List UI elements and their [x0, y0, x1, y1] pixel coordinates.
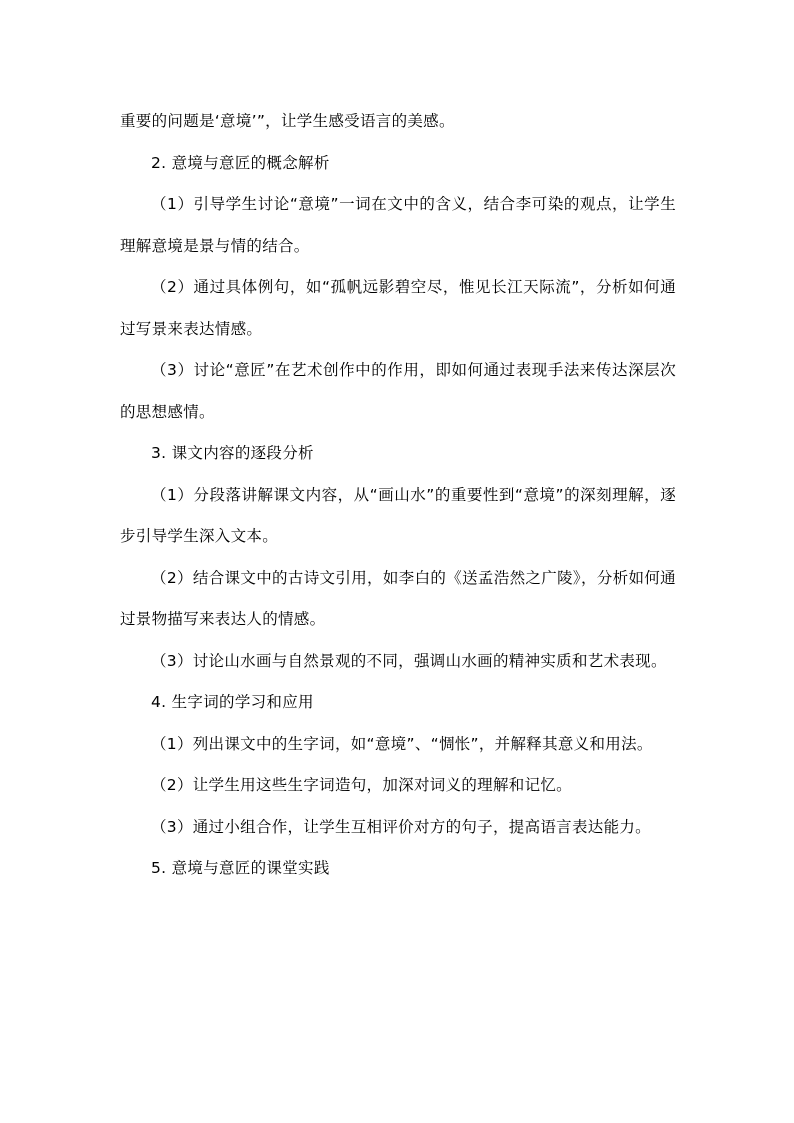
paragraph-2-3: （3）讨论“意匠”在艺术创作中的作用，即如何通过表现手法来传达深层次的思想感情。: [120, 361, 676, 421]
document-body: [120, 101, 676, 890]
section-heading-2: 2. 意境与意匠的概念解析: [151, 153, 330, 172]
paragraph-4-3: （3）通过小组合作，让学生互相评价对方的句子，提高语言表达能力。: [151, 817, 651, 836]
paragraph-2-2: （2）通过具体例句，如“孤帆远影碧空尽，惟见长江天际流”，分析如何通过写景来表达情感。: [120, 278, 676, 338]
paragraph-4-2: （2）让学生用这些生字词造句，加深对词义的理解和记忆。: [151, 776, 572, 794]
paragraph-3-2: （2）结合课文中的古诗文引用，如李白的《送孟浩然之广陵》，分析如何通过景物描写来表达人的情感。: [120, 568, 676, 628]
paragraph-2-1: （1）引导学生讨论“意境”一词在文中的含义，结合李可染的观点，让学生理解意境是景与情的结合。: [120, 195, 676, 255]
paragraph-4-1: （1）列出课文中的生字词，如“意境”、“惆怅”，并解释其意义和用法。: [151, 734, 653, 753]
paragraph-3-3: （3）讨论山水画与自然景观的不同，强调山水画的精神实质和艺术表现。: [151, 651, 667, 670]
section-heading-5: 5. 意境与意匠的课堂实践: [151, 859, 330, 877]
section-heading-4: 4. 生字词的学习和应用: [151, 693, 314, 711]
section-heading-3: 3. 课文内容的逐段分析: [151, 444, 314, 462]
paragraph-3-1: （1）分段落讲解课文内容，从“画山水”的重要性到“意境”的深刻理解，逐步引导学生深入文本。: [120, 485, 676, 545]
paragraph-continuation: 重要的问题是‘意境’”，让学生感受语言的美感。: [120, 112, 455, 130]
